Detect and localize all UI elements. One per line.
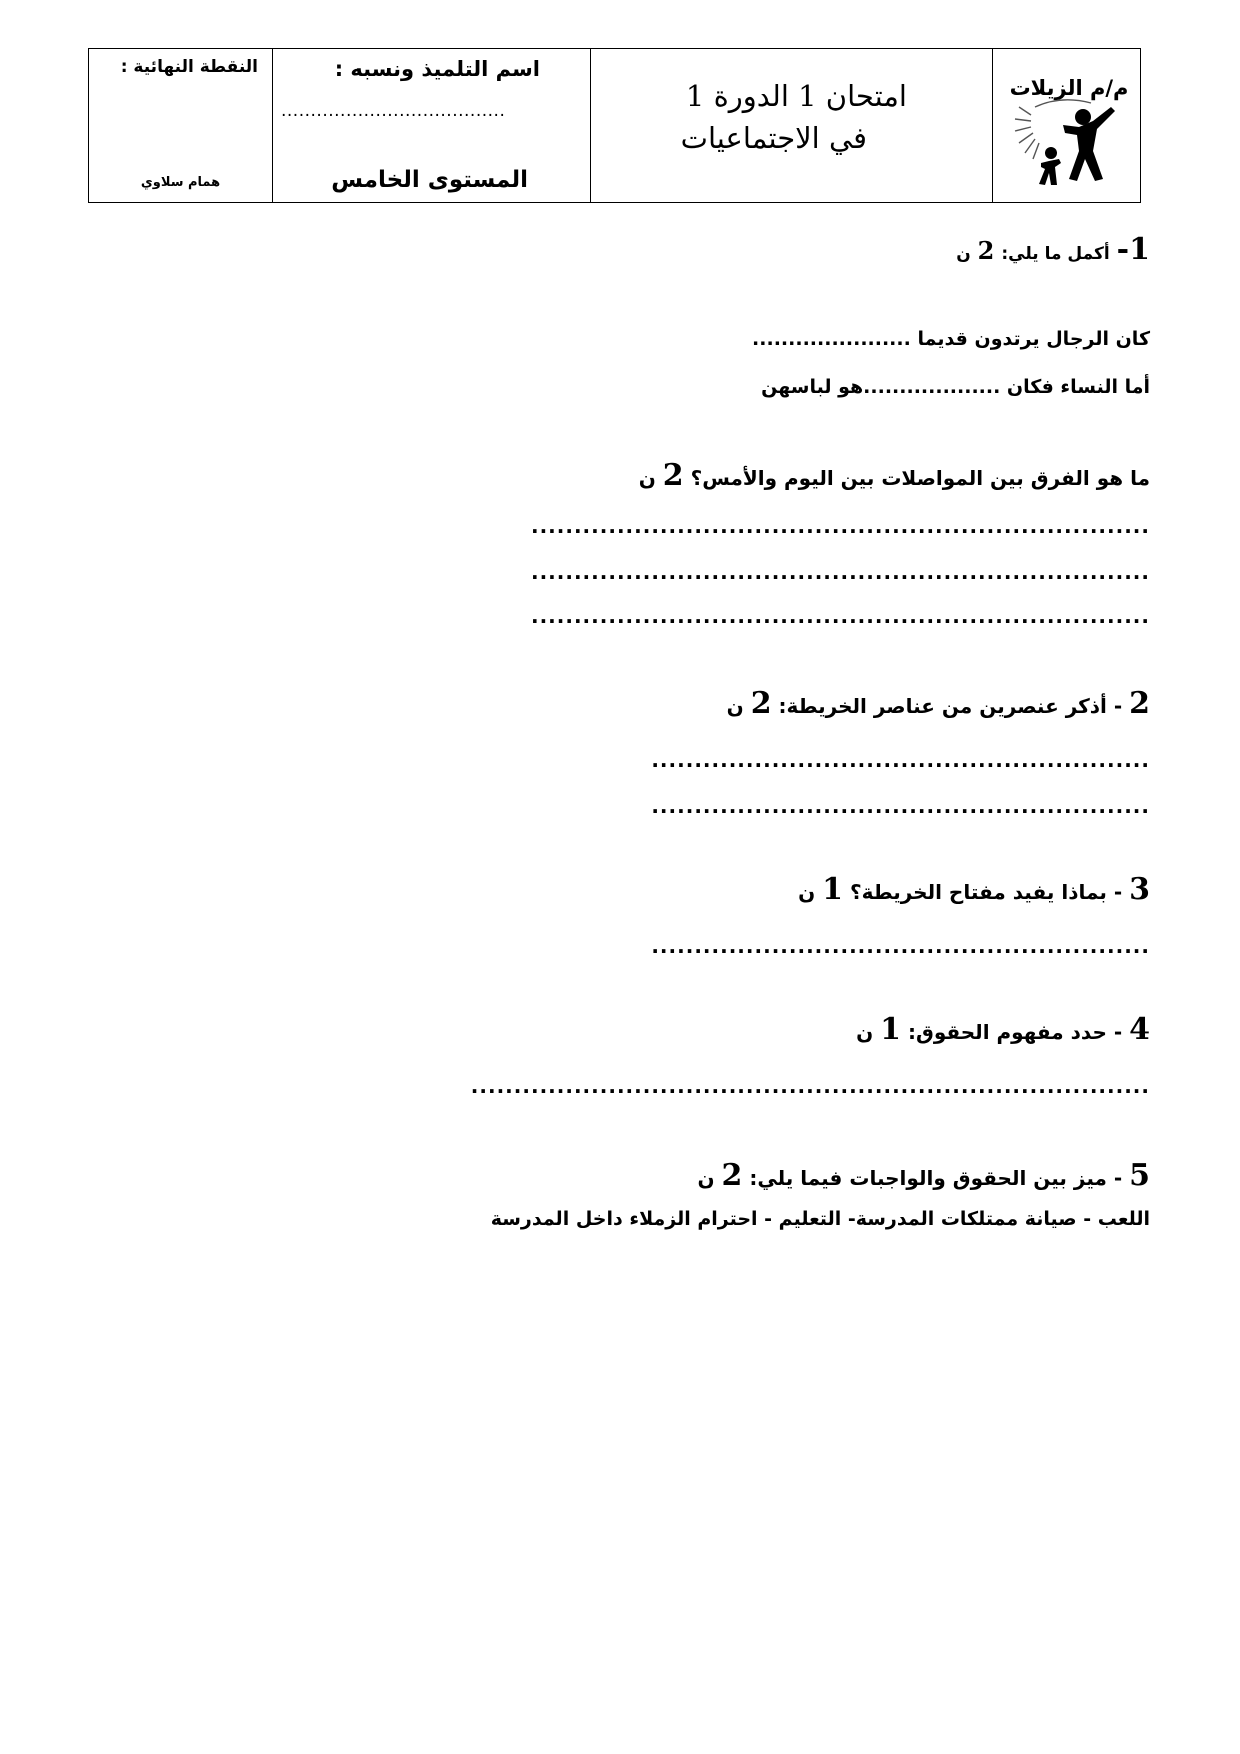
student-name-label: اسم التلميذ ونسبه :	[334, 57, 540, 81]
exam-subject: في الاجتماعيات	[680, 121, 867, 155]
question-3-number: 3	[1129, 872, 1150, 907]
question-5-points-unit: ن	[697, 1166, 715, 1190]
answer-line[interactable]: ........................................................................	[530, 514, 1150, 538]
question-4-text: - حدد مفهوم الحقوق:	[907, 1020, 1123, 1044]
question-4-points-unit: ن	[856, 1020, 874, 1044]
logo-cell	[992, 49, 1140, 202]
question-4	[856, 1012, 1150, 1047]
student-name-cell	[272, 49, 590, 202]
question-1-text: أكمل ما يلي:	[1001, 244, 1110, 264]
question-5-items: اللعب - صيانة ممتلكات المدرسة- التعليم - احترام الزملاء داخل المدرسة	[490, 1208, 1150, 1230]
answer-line[interactable]: ........................................................................	[530, 604, 1150, 628]
answer-line[interactable]: ..........................................................	[651, 934, 1150, 958]
question-5-points: 2	[721, 1158, 743, 1193]
question-1-points-unit: ن	[956, 244, 971, 264]
question-4-number: 4	[1129, 1012, 1150, 1047]
exam-title-cell	[590, 49, 992, 202]
question-3-points: 1	[822, 872, 844, 907]
question-1-points: 2	[977, 236, 995, 265]
question-1b-points-unit: ن	[638, 466, 656, 490]
question-1b-points: 2	[662, 458, 684, 493]
question-5-text: - ميز بين الحقوق والواجبات فيما يلي:	[749, 1166, 1123, 1190]
question-1-number: 1-	[1116, 232, 1150, 267]
logo-text: م/م الزيلات	[1009, 76, 1129, 100]
teacher-name: همام سلاوي	[140, 175, 221, 190]
question-2-points-unit: ن	[726, 694, 744, 718]
grade-level: المستوى الخامس	[331, 167, 528, 193]
question-1b	[639, 458, 1150, 493]
question-1-line-2[interactable]: أما النساء فكان ...................هو لباسهن	[761, 376, 1150, 398]
school-logo-icon	[1001, 55, 1131, 195]
question-2-number: 2	[1129, 686, 1150, 721]
answer-line[interactable]: ..........................................................	[651, 748, 1150, 772]
question-1-line-1[interactable]: كان الرجال يرتدون قديما ......................	[752, 328, 1150, 350]
question-2-text: - أذكر عنصرين من عناصر الخريطة:	[778, 694, 1123, 718]
score-cell	[89, 49, 272, 202]
question-2	[727, 686, 1150, 721]
answer-line[interactable]: ..........................................................	[651, 794, 1150, 818]
question-3-text: - بماذا يفيد مفتاح الخريطة؟	[850, 880, 1123, 904]
question-3-points-unit: ن	[798, 880, 816, 904]
question-5-number: 5	[1129, 1158, 1150, 1193]
question-2-points: 2	[750, 686, 772, 721]
question-3	[798, 872, 1150, 907]
question-1b-text: ما هو الفرق بين المواصلات بين اليوم والأمس؟	[690, 466, 1150, 490]
question-5	[697, 1158, 1150, 1193]
score-label: النقطة النهائية :	[120, 57, 258, 77]
question-1	[956, 232, 1150, 267]
answer-line[interactable]: ........................................................................	[530, 560, 1150, 584]
question-4-points: 1	[880, 1012, 901, 1047]
exam-header-table	[88, 48, 1141, 203]
exam-title: امتحان 1 الدورة 1	[685, 79, 907, 113]
answer-line[interactable]: ...............................................................................	[470, 1074, 1150, 1098]
student-name-field[interactable]: ......................................	[281, 101, 506, 121]
